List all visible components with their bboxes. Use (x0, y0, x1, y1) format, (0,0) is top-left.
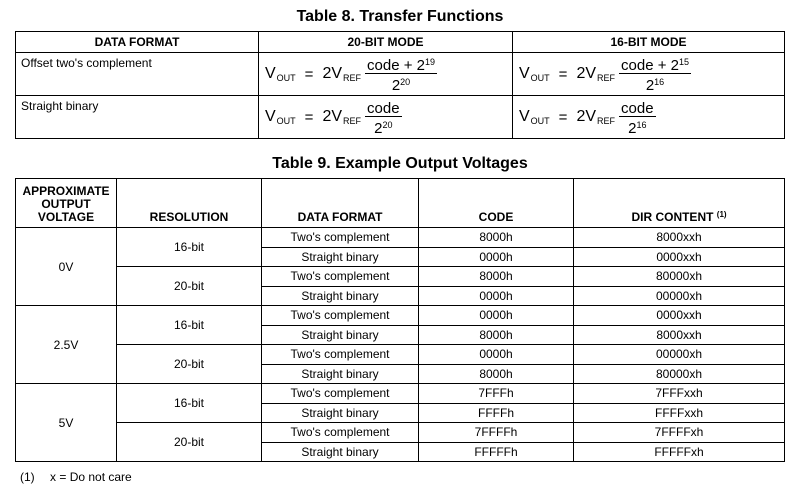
code-cell: 7FFFh (419, 384, 574, 404)
data-format-cell: Offset two's complement (16, 53, 259, 96)
column-header-code: CODE (419, 179, 574, 228)
dir-content-cell: 7FFFFxh (574, 423, 785, 443)
example-output-voltages-table (15, 178, 785, 462)
table-row (16, 228, 785, 248)
data-format-cell: Straight binary (262, 364, 419, 384)
footnote-text: x = Do not care (50, 470, 132, 484)
numerator-exponent: 19 (424, 57, 435, 67)
vref-subscript: REF (343, 72, 362, 83)
equals-sign: = (304, 108, 314, 126)
transfer-formula (265, 98, 402, 136)
table-row (16, 384, 785, 404)
voltage-cell: 5V (16, 384, 117, 462)
dir-content-cell: 7FFFxxh (574, 384, 785, 404)
data-format-cell: Two's complement (262, 423, 419, 443)
equals-sign: = (304, 65, 314, 83)
table-row (16, 53, 785, 96)
denominator-base: 2 (374, 120, 383, 137)
vref-subscript: REF (597, 72, 616, 83)
formula-16bit-cell (513, 53, 785, 96)
two-vref (322, 66, 361, 83)
table-row (16, 423, 785, 443)
denominator-exponent: 16 (636, 120, 647, 130)
header-line: OUTPUT (41, 197, 91, 211)
table9-title: Table 9. Example Output Voltages (272, 155, 528, 172)
table-row (16, 96, 785, 139)
two-vref (576, 66, 615, 83)
resolution-cell: 16-bit (117, 384, 262, 423)
two-vref (322, 109, 361, 126)
dir-content-cell: 8000xxh (574, 228, 785, 248)
column-header-approx-output-voltage (16, 179, 117, 228)
data-format-cell: Two's complement (262, 306, 419, 326)
code-cell: FFFFh (419, 403, 574, 423)
denominator-base: 2 (391, 77, 401, 94)
equals-sign: = (558, 108, 568, 126)
denominator-exponent: 16 (654, 77, 665, 87)
vout-v: V (519, 64, 530, 82)
column-header-dir-content (574, 179, 785, 228)
fraction (619, 98, 656, 136)
data-format-cell: Two's complement (262, 267, 419, 287)
vref-subscript: REF (597, 115, 616, 126)
transfer-functions-table (15, 31, 785, 139)
fraction-numerator (619, 55, 691, 74)
vout-symbol (519, 109, 550, 126)
code-cell: FFFFFh (419, 442, 574, 462)
fraction-numerator (619, 98, 656, 117)
vref-subscript: REF (343, 115, 362, 126)
dir-content-cell: FFFFFxh (574, 442, 785, 462)
two-vref (576, 109, 615, 126)
fraction-denominator (392, 74, 410, 93)
dir-content-label: DIR CONTENT (631, 210, 714, 224)
fraction-numerator (365, 55, 437, 74)
code-cell: 0000h (419, 306, 574, 326)
dir-content-cell: FFFFxxh (574, 403, 785, 423)
table-row (16, 306, 785, 326)
resolution-cell: 20-bit (117, 345, 262, 384)
data-format-cell: Straight binary (262, 325, 419, 345)
fraction (365, 55, 437, 93)
numerator-text: code + 2 (367, 57, 425, 74)
code-cell: 0000h (419, 247, 574, 267)
footnote-reference: (1) (716, 210, 727, 219)
vout-symbol (265, 66, 296, 83)
column-header-data-format: DATA FORMAT (16, 32, 259, 53)
transfer-formula (519, 55, 691, 93)
vout-v: V (519, 107, 530, 125)
formula-20bit-cell (259, 53, 513, 96)
column-header-resolution: RESOLUTION (117, 179, 262, 228)
data-format-cell: Straight binary (16, 96, 259, 139)
two-v: 2V (322, 64, 343, 82)
resolution-cell: 16-bit (117, 228, 262, 267)
numerator-text: code + 2 (621, 57, 679, 74)
resolution-cell: 16-bit (117, 306, 262, 345)
vout-symbol (265, 109, 296, 126)
vout-subscript: OUT (530, 115, 550, 126)
data-format-cell: Two's complement (262, 228, 419, 248)
fraction (365, 98, 402, 136)
dir-content-cell: 0000xxh (574, 247, 785, 267)
column-header-20bit-mode: 20-BIT MODE (259, 32, 513, 53)
two-v: 2V (576, 107, 597, 125)
dir-content-cell: 00000xh (574, 286, 785, 306)
code-cell: 8000h (419, 325, 574, 345)
data-format-cell: Two's complement (262, 384, 419, 404)
code-cell: 0000h (419, 345, 574, 365)
code-cell: 7FFFFh (419, 423, 574, 443)
resolution-cell: 20-bit (117, 267, 262, 306)
denominator-exponent: 20 (400, 77, 411, 87)
data-format-cell: Straight binary (262, 247, 419, 267)
table-row (16, 267, 785, 287)
data-format-cell: Straight binary (262, 286, 419, 306)
header-line: VOLTAGE (37, 210, 95, 224)
code-cell: 8000h (419, 267, 574, 287)
transfer-formula (519, 98, 656, 136)
code-cell: 8000h (419, 228, 574, 248)
code-cell: 8000h (419, 364, 574, 384)
data-format-cell: Straight binary (262, 442, 419, 462)
dir-content-cell: 80000xh (574, 364, 785, 384)
data-format-cell: Two's complement (262, 345, 419, 365)
vout-subscript: OUT (276, 115, 296, 126)
dir-content-cell: 0000xxh (574, 306, 785, 326)
two-v: 2V (322, 107, 343, 125)
vout-v: V (265, 64, 276, 82)
resolution-cell: 20-bit (117, 423, 262, 462)
equals-sign: = (558, 65, 568, 83)
table-row (16, 345, 785, 365)
two-v: 2V (576, 64, 597, 82)
code-cell: 0000h (419, 286, 574, 306)
table8-title: Table 8. Transfer Functions (296, 8, 504, 25)
dir-content-cell: 80000xh (574, 267, 785, 287)
dir-content-cell: 00000xh (574, 345, 785, 365)
vout-subscript: OUT (530, 72, 550, 83)
formula-20bit-cell (259, 96, 513, 139)
voltage-cell: 0V (16, 228, 117, 306)
fraction (619, 55, 691, 93)
fraction-numerator (365, 98, 402, 117)
data-format-cell: Straight binary (262, 403, 419, 423)
vout-subscript: OUT (276, 72, 296, 83)
numerator-text: code (367, 100, 400, 117)
voltage-cell: 2.5V (16, 306, 117, 384)
footnote-mark: (1) (20, 470, 35, 484)
transfer-formula (265, 55, 437, 93)
denominator-base: 2 (645, 77, 655, 94)
numerator-exponent: 15 (678, 57, 689, 67)
vout-v: V (265, 107, 276, 125)
denominator-base: 2 (628, 120, 637, 137)
vout-symbol (519, 66, 550, 83)
fraction-denominator (646, 74, 664, 93)
dir-content-cell: 8000xxh (574, 325, 785, 345)
fraction-denominator (374, 117, 392, 136)
column-header-data-format: DATA FORMAT (262, 179, 419, 228)
column-header-16bit-mode: 16-BIT MODE (513, 32, 785, 53)
footnote (20, 470, 132, 484)
fraction-denominator (628, 117, 646, 136)
formula-16bit-cell (513, 96, 785, 139)
denominator-exponent: 20 (382, 120, 393, 130)
header-line: APPROXIMATE (22, 184, 110, 198)
numerator-text: code (621, 100, 654, 117)
